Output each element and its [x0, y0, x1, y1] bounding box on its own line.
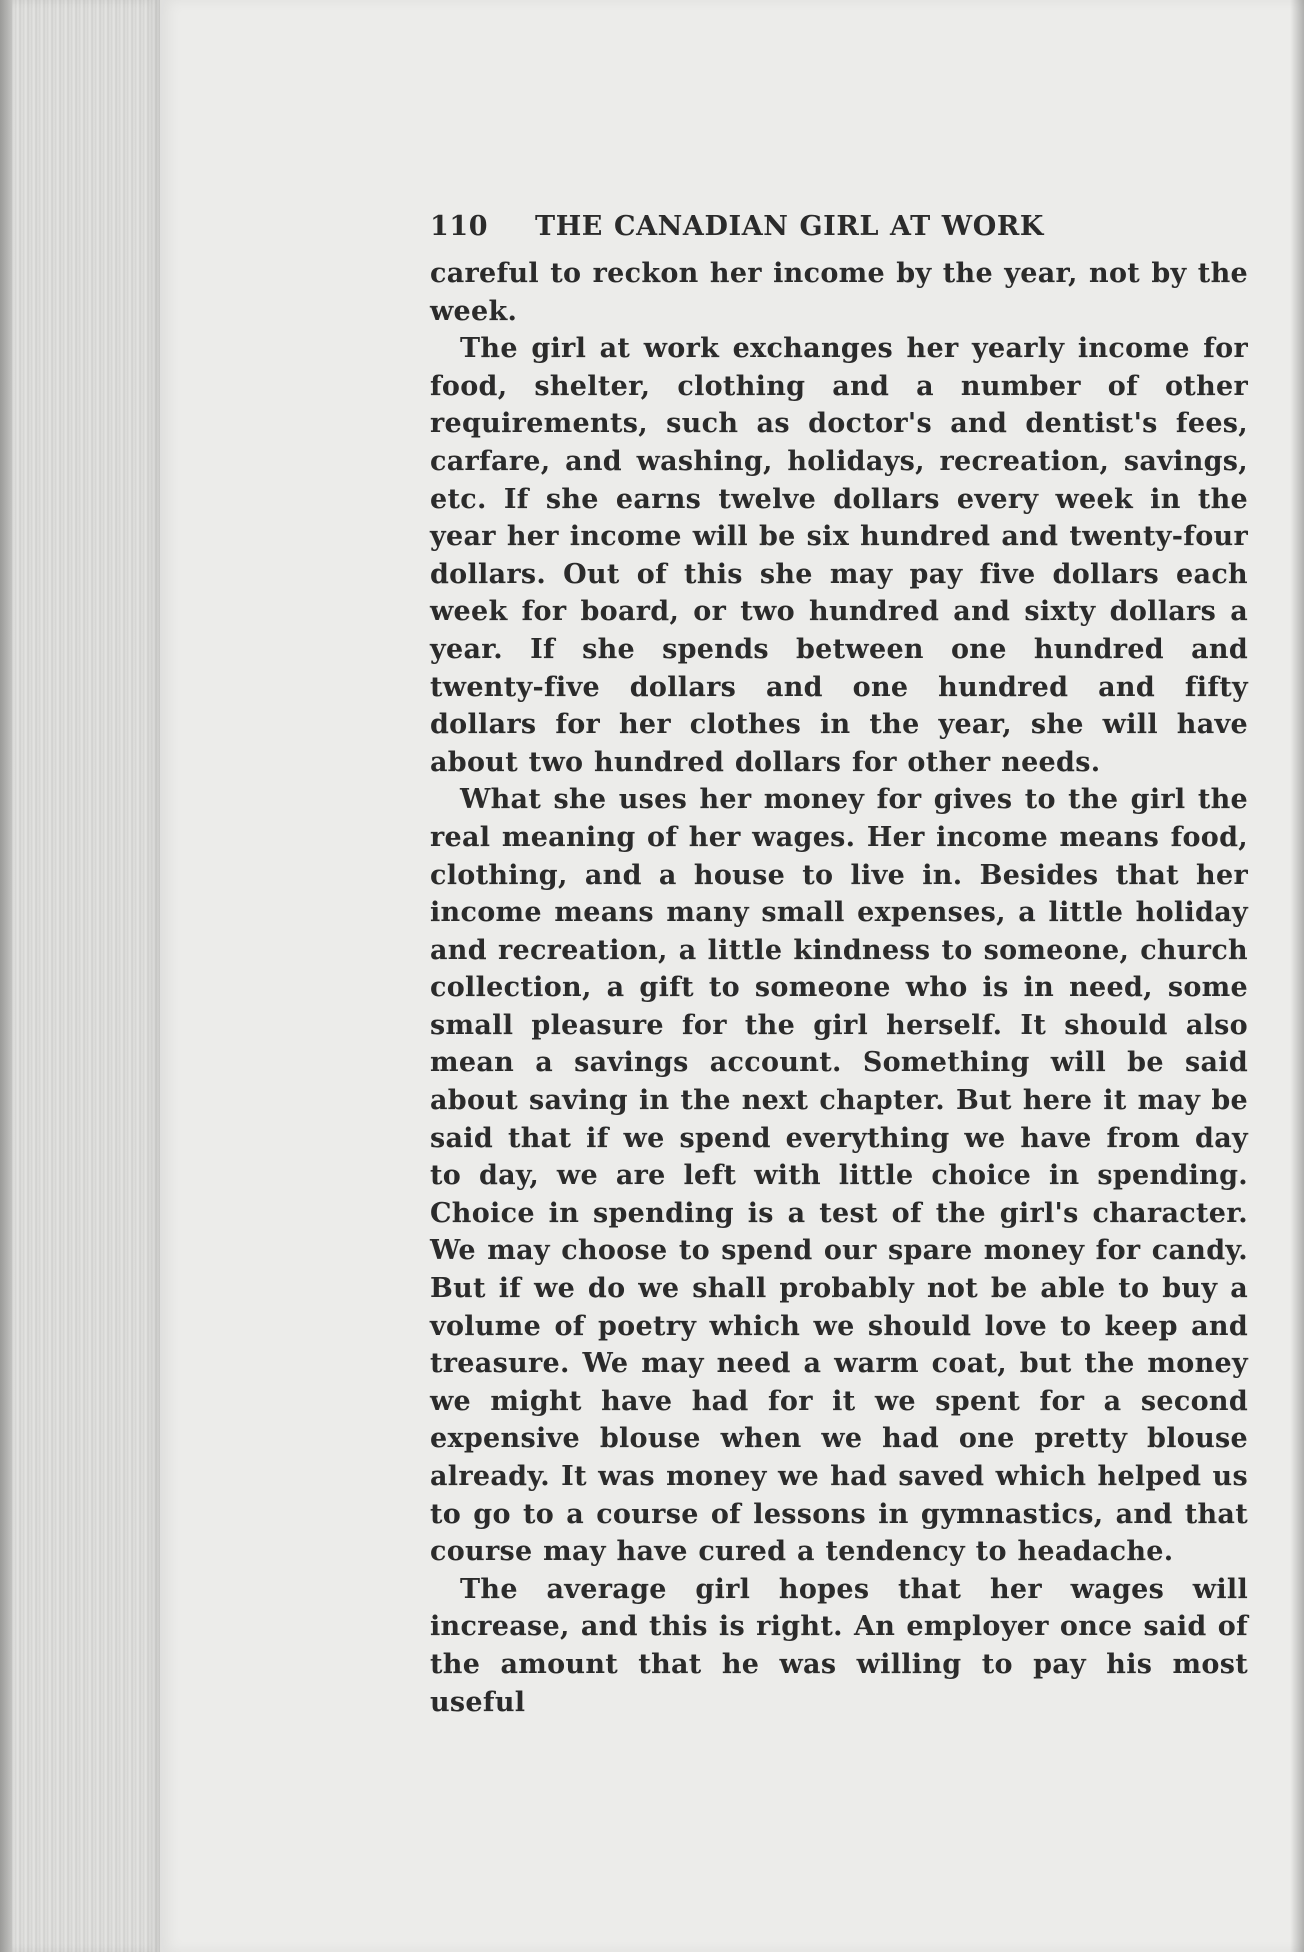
page-number: 110 [430, 211, 489, 242]
paragraph-meaning-of-wages: What she uses her money for gives to the girl the real meaning of her wages. Her income means food, clothing, and a house to live in. Besides that her income means many small expenses, a little holiday and recreation, a little kindness to someone, church collection, a gift to someone who is in need, some small pleasure for the girl herself. It should also mean a savings account. Something will be said about saving in the next chapter. But here it may be said that if we spend everything we have from day to day, we are left with little choice in spending. Choice in spending is a test of the girl's character. We may choose to spend our spare money for candy. But if we do we shall probably not be able to buy a volume of poetry which we should love to keep and treasure. We may need a warm coat, but the money we might have had for it we spent for a second expensive blouse when we had one pretty blouse already. It was money we had saved which helped us to go to a course of lessons in gymnastics, and that course may have cured a tendency to headache. [430, 784, 1248, 1568]
paragraph-income-breakdown: The girl at work exchanges her yearly income for food, shelter, clothing and a number of other requirements, such as doctor's and dentist's fees, carfare, and washing, holidays, recreation, savings, etc. If she earns twelve dollars every week in the year her income will be six hundred and twenty-four dollars. Out of this she may pay five dollars each week for board, or two hundred and sixty dollars a year. If she spends between one hundred and twenty-five dollars and one hundred and fifty dollars for her clothes in the year, she will have about two hundred dollars for other needs. [430, 333, 1248, 778]
running-title: THE CANADIAN GIRL AT WORK [535, 211, 1044, 242]
page-text-block [430, 205, 1248, 1721]
running-head [430, 205, 1248, 249]
book-spine-shadow [0, 0, 12, 1952]
book-page-edges [0, 0, 160, 1952]
page-edge-shadow [1290, 0, 1304, 1952]
paragraph-continuation: careful to reckon her income by the year, not by the week. [430, 258, 1248, 327]
paragraph-wage-increase: The average girl hopes that her wages will increase, and this is right. An employer once said of the amount that he was willing to pay his most useful [430, 1573, 1248, 1718]
